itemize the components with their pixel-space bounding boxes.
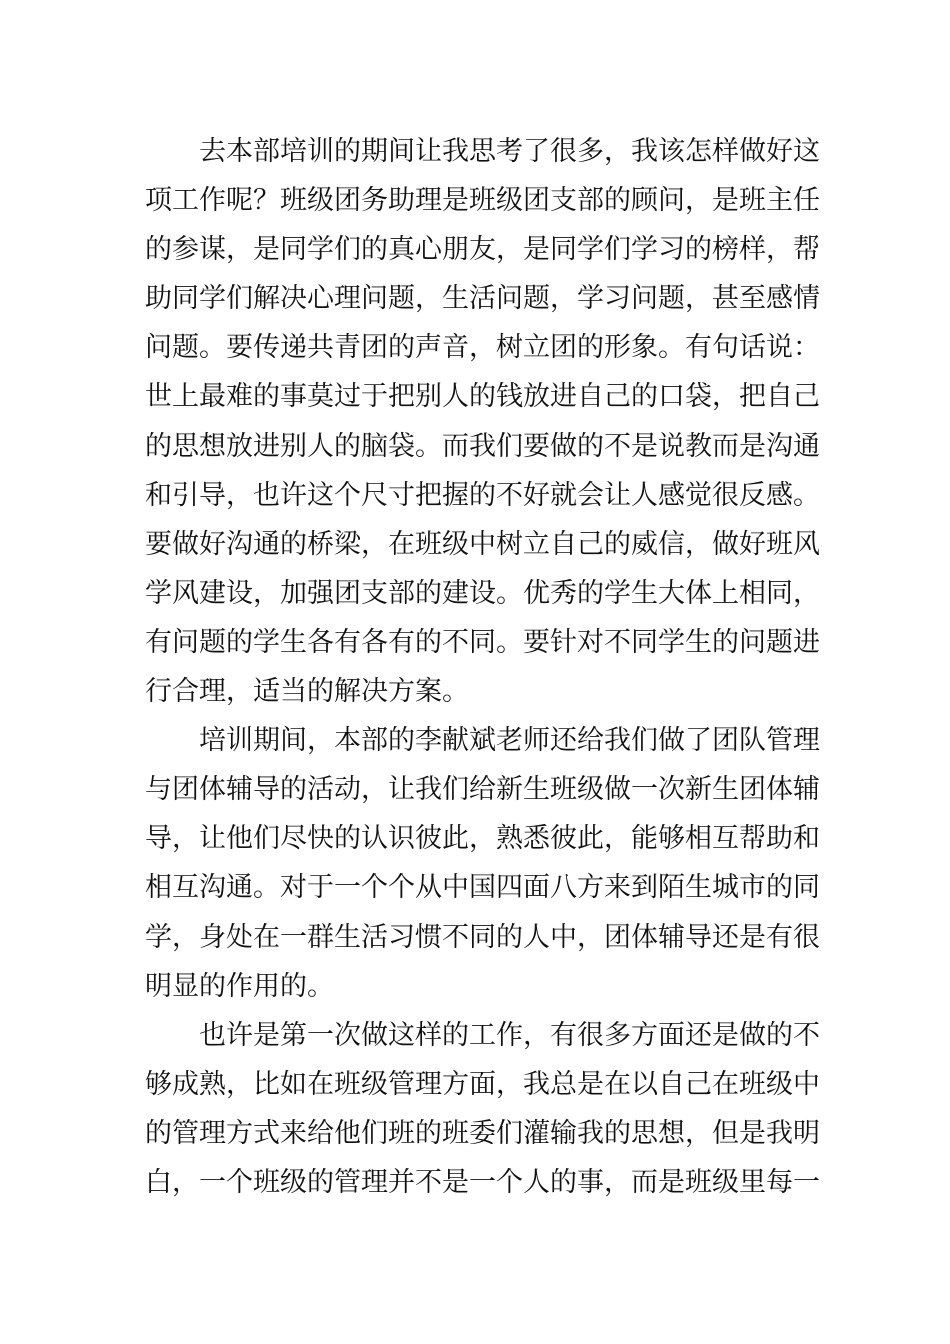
paragraph-line: 项工作呢？班级团务助理是班级团支部的顾问，是班主任 — [145, 185, 820, 217]
paragraph-line: 的管理方式来给他们班的班委们灌输我的思想，但是我明 — [145, 1117, 820, 1149]
paragraph-line: 要做好沟通的桥梁，在班级中树立自己的威信，做好班风 — [145, 528, 820, 560]
paragraph-line: 学，身处在一群生活习惯不同的人中，团体辅导还是有很 — [145, 921, 820, 953]
paragraph-line: 去本部培训的期间让我思考了很多，我该怎样做好这 — [199, 136, 820, 167]
paragraph-line: 的参谋，是同学们的真心朋友，是同学们学习的榜样，帮 — [145, 234, 820, 266]
paragraph-1 — [145, 127, 820, 716]
paragraph-line: 白，一个班级的管理并不是一个人的事，而是班级里每一 — [145, 1166, 820, 1198]
paragraph-line: 问题。要传递共青团的声音，树立团的形象。有句话说： — [145, 332, 820, 364]
paragraph-line: 导，让他们尽快的认识彼此，熟悉彼此，能够相互帮助和 — [145, 823, 820, 855]
paragraph-line: 也许是第一次做这样的工作，有很多方面还是做的不 — [199, 1019, 820, 1051]
paragraph-line: 和引导，也许这个尺寸把握的不好就会让人感觉很反感。 — [145, 479, 820, 511]
paragraph-line: 学风建设，加强团支部的建设。优秀的学生大体上相同， — [145, 577, 820, 609]
body-text — [145, 127, 820, 1207]
paragraph-line: 世上最难的事莫过于把别人的钱放进自己的口袋，把自己 — [145, 381, 820, 413]
paragraph-line: 与团体辅导的活动，让我们给新生班级做一次新生团体辅 — [145, 774, 820, 806]
paragraph-3 — [145, 1011, 820, 1207]
paragraph-line: 行合理，适当的解决方案。 — [145, 676, 469, 708]
paragraph-line: 明显的作用的。 — [145, 970, 334, 1002]
paragraph-line: 培训期间，本部的李献斌老师还给我们做了团队管理 — [199, 725, 820, 757]
paragraph-line: 相互沟通。对于一个个从中国四面八方来到陌生城市的同 — [145, 872, 820, 904]
paragraph-2 — [145, 716, 820, 1011]
paragraph-line: 的思想放进别人的脑袋。而我们要做的不是说教而是沟通 — [145, 430, 820, 462]
paragraph-line: 助同学们解决心理问题，生活问题，学习问题，甚至感情 — [145, 283, 820, 315]
paragraph-line: 够成熟，比如在班级管理方面，我总是在以自己在班级中 — [145, 1068, 820, 1100]
paragraph-line: 有问题的学生各有各有的不同。要针对不同学生的问题进 — [145, 626, 820, 658]
